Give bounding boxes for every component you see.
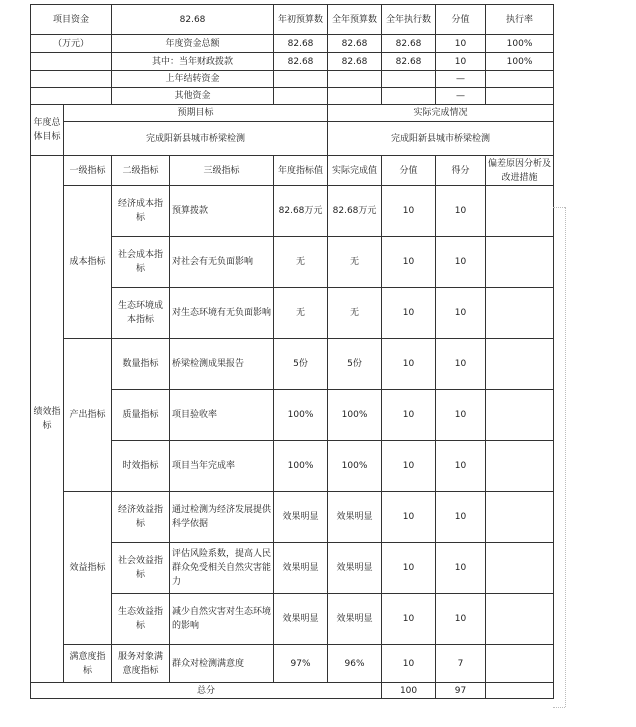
exec-value	[382, 88, 436, 105]
indicator-score: 10	[436, 288, 486, 339]
score-value: —	[436, 71, 486, 88]
indicator-value: 10	[382, 339, 436, 390]
indicator-score: 10	[436, 594, 486, 645]
actual-value: 100%	[328, 441, 382, 492]
indicator-value: 10	[382, 492, 436, 543]
reason-cell	[486, 339, 554, 390]
reason-cell	[486, 441, 554, 492]
full-value	[328, 88, 382, 105]
perf-section-label: 绩效指标	[31, 156, 64, 683]
l2-indicator: 经济效益指标	[112, 492, 170, 543]
actual-value: 无	[328, 288, 382, 339]
l3-indicator: 对社会有无负面影响	[170, 237, 274, 288]
indicator-value: 10	[382, 441, 436, 492]
l1-indicator: 效益指标	[64, 492, 112, 645]
reason-cell	[486, 543, 554, 594]
fund-row-label: 其他资金	[112, 88, 274, 105]
annual-goal-label: 年度总体目标	[31, 105, 64, 156]
year-target: 效果明显	[274, 492, 328, 543]
indicator-value: 10	[382, 594, 436, 645]
empty-cell	[31, 88, 112, 105]
l2-header: 二级指标	[112, 156, 170, 186]
reason-cell	[486, 390, 554, 441]
expected-goal-header: 预期目标	[64, 105, 328, 122]
year-target: 5份	[274, 339, 328, 390]
actual-value: 82.68万元	[328, 186, 382, 237]
actual-value: 无	[328, 237, 382, 288]
table-row	[31, 645, 554, 683]
indicator-score: 10	[436, 441, 486, 492]
total-label: 总分	[31, 683, 382, 699]
year-target: 效果明显	[274, 543, 328, 594]
l2-indicator: 经济成本指标	[112, 186, 170, 237]
score-value: 10	[436, 53, 486, 71]
full-exec-header: 全年执行数	[382, 5, 436, 35]
indicator-score: 10	[436, 237, 486, 288]
table-row	[31, 35, 554, 53]
table-row	[31, 71, 554, 88]
score-value: —	[436, 88, 486, 105]
table-row	[31, 156, 554, 186]
initial-value: 82.68	[274, 35, 328, 53]
actual-value: 100%	[328, 390, 382, 441]
indicator-value: 10	[382, 237, 436, 288]
exec-rate	[486, 88, 554, 105]
actual-value: 96%	[328, 645, 382, 683]
l3-indicator: 项目验收率	[170, 390, 274, 441]
year-target: 100%	[274, 441, 328, 492]
indicator-value: 10	[382, 390, 436, 441]
total-value: 100	[382, 683, 436, 699]
l2-indicator: 质量指标	[112, 390, 170, 441]
indicator-score: 7	[436, 645, 486, 683]
l2-indicator: 生态效益指标	[112, 594, 170, 645]
l3-indicator: 对生态环境有无负面影响	[170, 288, 274, 339]
reason-cell	[486, 594, 554, 645]
score-header: 得分	[436, 156, 486, 186]
fund-row-label: 上年结转资金	[112, 71, 274, 88]
l3-header: 三级指标	[170, 156, 274, 186]
l2-indicator: 时效指标	[112, 441, 170, 492]
year-target: 97%	[274, 645, 328, 683]
l2-indicator: 社会成本指标	[112, 237, 170, 288]
indicator-value: 10	[382, 288, 436, 339]
project-funds-value: 82.68	[112, 5, 274, 35]
exec-rate: 100%	[486, 35, 554, 53]
l1-indicator: 成本指标	[64, 186, 112, 339]
actual-value: 5份	[328, 339, 382, 390]
reason-cell	[486, 645, 554, 683]
table-row	[31, 105, 554, 122]
reason-header: 偏差原因分析及改进措施	[486, 156, 554, 186]
year-target: 100%	[274, 390, 328, 441]
l1-indicator: 产出指标	[64, 339, 112, 492]
reason-cell	[486, 237, 554, 288]
initial-value	[274, 71, 328, 88]
score-value-header: 分值	[436, 5, 486, 35]
exec-value	[382, 71, 436, 88]
empty-cell	[31, 53, 112, 71]
value-header: 分值	[382, 156, 436, 186]
actual-goal-header: 实际完成情况	[328, 105, 554, 122]
l2-indicator: 生态环境成本指标	[112, 288, 170, 339]
indicator-score: 10	[436, 339, 486, 390]
l3-indicator: 减少自然灾害对生态环境的影响	[170, 594, 274, 645]
table-row	[31, 88, 554, 105]
year-target: 82.68万元	[274, 186, 328, 237]
full-budget-header: 全年预算数	[328, 5, 382, 35]
initial-budget-header: 年初预算数	[274, 5, 328, 35]
fund-row-label: 其中：当年财政拨款	[112, 53, 274, 71]
project-funds-label: 项目资金	[31, 5, 112, 35]
l3-indicator: 预算拨款	[170, 186, 274, 237]
expected-goal-text: 完成阳新县城市桥梁检测	[64, 122, 328, 156]
year-target: 无	[274, 237, 328, 288]
l3-indicator: 通过检测为经济发展提供科学依据	[170, 492, 274, 543]
actual-value: 效果明显	[328, 594, 382, 645]
exec-rate	[486, 71, 554, 88]
table-row	[31, 5, 554, 35]
initial-value	[274, 88, 328, 105]
exec-value: 82.68	[382, 35, 436, 53]
unit-label: （万元）	[31, 35, 112, 53]
table-row	[31, 492, 554, 543]
performance-table	[30, 4, 554, 699]
table-row	[31, 122, 554, 156]
year-target-header: 年度指标值	[274, 156, 328, 186]
actual-header: 实际完成值	[328, 156, 382, 186]
score-value: 10	[436, 35, 486, 53]
indicator-score: 10	[436, 543, 486, 594]
full-value: 82.68	[328, 35, 382, 53]
actual-value: 效果明显	[328, 492, 382, 543]
table-row	[31, 186, 554, 237]
indicator-value: 10	[382, 645, 436, 683]
total-score: 97	[436, 683, 486, 699]
indicator-score: 10	[436, 186, 486, 237]
l3-indicator: 桥梁检测成果报告	[170, 339, 274, 390]
fund-row-label: 年度资金总额	[112, 35, 274, 53]
l2-indicator: 社会效益指标	[112, 543, 170, 594]
l3-indicator: 项目当年完成率	[170, 441, 274, 492]
exec-value: 82.68	[382, 53, 436, 71]
indicator-score: 10	[436, 492, 486, 543]
year-target: 效果明显	[274, 594, 328, 645]
initial-value: 82.68	[274, 53, 328, 71]
indicator-value: 10	[382, 186, 436, 237]
l2-indicator: 服务对象满意度指标	[112, 645, 170, 683]
l2-indicator: 数量指标	[112, 339, 170, 390]
l3-indicator: 群众对检测满意度	[170, 645, 274, 683]
year-target: 无	[274, 288, 328, 339]
exec-rate-header: 执行率	[486, 5, 554, 35]
indicator-score: 10	[436, 390, 486, 441]
empty-cell	[31, 71, 112, 88]
indicator-value: 10	[382, 543, 436, 594]
table-row	[31, 339, 554, 390]
l3-indicator: 评估风险系数，提高人民群众免受相关自然灾害能力	[170, 543, 274, 594]
table-row	[31, 683, 554, 699]
reason-cell	[486, 288, 554, 339]
reason-cell	[486, 186, 554, 237]
table-row	[31, 53, 554, 71]
l1-indicator: 满意度指标	[64, 645, 112, 683]
actual-goal-text: 完成阳新县城市桥梁检测	[328, 122, 554, 156]
exec-rate: 100%	[486, 53, 554, 71]
l1-header: 一级指标	[64, 156, 112, 186]
actual-value: 效果明显	[328, 543, 382, 594]
total-empty	[486, 683, 554, 699]
full-value: 82.68	[328, 53, 382, 71]
reason-cell	[486, 492, 554, 543]
full-value	[328, 71, 382, 88]
